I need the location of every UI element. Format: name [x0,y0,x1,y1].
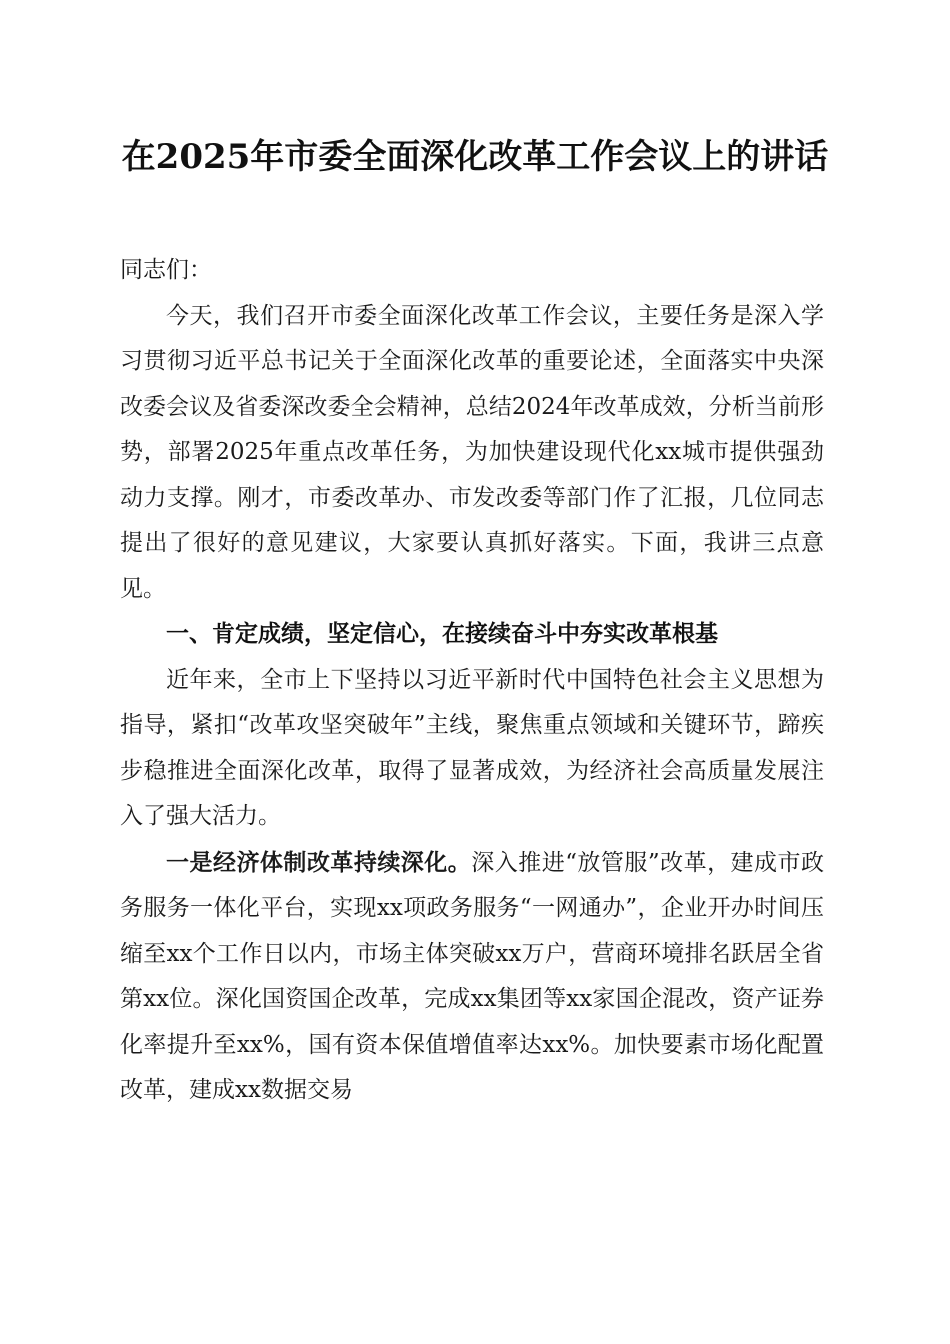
paragraph-achievements: 近年来，全市上下坚持以习近平新时代中国特色社会主义思想为指导，紧扣“改革攻坚突破年”主线，聚焦重点领域和关键环节，蹄疾步稳推进全面深化改革，取得了显著成效，为经济社会高质量发展注入了强大活力。 [120,666,824,829]
salutation: 同志们： [120,257,212,283]
document-body [120,248,824,1114]
paragraph-body-text: 深入推进“放管服”改革，建成市政务服务一体化平台，实现xx项政务服务“一网通办”，企业开办时间压缩至xx个工作日以内，市场主体突破xx万户，营商环境排名跃居全省第xx位。深化国资国企改革，完成xx集团等xx家国企混改，资产证券化率提升至xx%，国有资本保值增值率达xx%。加快要素市场化配置改革，建成xx数据交易 [120,849,824,1103]
section-heading-1: 一、肯定成绩，坚定信心，在接续奋斗中夯实改革根基 [166,621,718,647]
paragraph-economic-reform [120,840,824,1114]
paragraph-intro: 今天，我们召开市委全面深化改革工作会议，主要任务是深入学习贯彻习近平总书记关于全面深化改革的重要论述，全面落实中央深改委会议及省委深改委全会精神，总结2024年改革成效，分析当前形势，部署2025年重点改革任务，为加快建设现代化xx城市提供强劲动力支撑。刚才，市委改革办、市发改委等部门作了汇报，几位同志提出了很好的意见建议，大家要认真抓好落实。下面，我讲三点意见。 [120,302,824,602]
paragraph-lead-text: 一是经济体制改革持续深化。 [166,848,472,876]
document-title: 在2025年市委全面深化改革工作会议上的讲话 [121,137,829,177]
